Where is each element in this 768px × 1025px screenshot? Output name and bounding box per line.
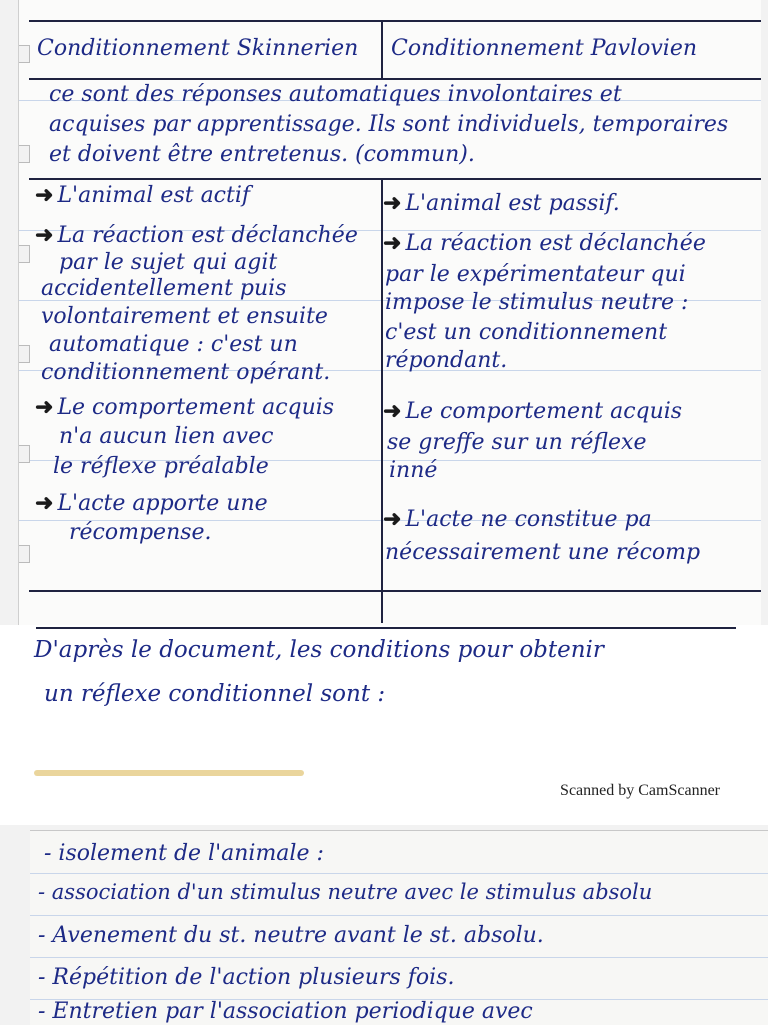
pavlov-line: L'acte ne constitue pa <box>405 507 652 532</box>
intro-line: D'après le document, les conditions pour obtenir <box>34 637 604 663</box>
arrow-right-icon: ➜ <box>383 398 402 424</box>
skinner-line: L'acte apporte une <box>57 491 268 516</box>
table-bottom-border <box>29 590 761 592</box>
skinner-point-active <box>35 182 250 209</box>
arrow-right-icon: ➜ <box>35 182 54 208</box>
ruled-line <box>30 957 768 958</box>
arrow-right-icon: ➜ <box>383 230 402 256</box>
intro-line: un réflexe conditionnel sont : <box>44 681 386 707</box>
notebook-page-conditions <box>30 830 768 1025</box>
arrow-right-icon: ➜ <box>383 506 402 532</box>
skinner-point-reward <box>35 490 268 517</box>
condition-item: - Répétition de l'action plusieurs fois. <box>38 965 455 990</box>
arrow-right-icon: ➜ <box>35 490 54 516</box>
condition-item: - isolement de l'animale : <box>44 841 324 866</box>
common-line: et doivent être entretenus. (commun). <box>49 142 475 167</box>
pavlov-line: inné <box>389 458 438 483</box>
pavlov-point-passive <box>383 190 620 217</box>
table-header-divider <box>381 20 383 78</box>
condition-item: - Entretien par l'association periodique avec <box>38 999 533 1024</box>
skinner-line: le réflexe préalable <box>53 454 269 479</box>
pavlov-point-behavior <box>383 398 682 425</box>
pavlov-line: se greffe sur un réflexe <box>387 430 647 455</box>
skinner-line: La réaction est déclanchée <box>57 223 358 248</box>
table-header-border <box>29 78 761 80</box>
skinner-line: conditionnement opérant. <box>41 360 331 385</box>
camscanner-watermark: Scanned by CamScanner <box>560 782 720 799</box>
skinner-line: L'animal est actif <box>57 183 251 208</box>
common-line: ce sont des réponses automatiques involontaires et <box>49 82 622 107</box>
skinner-point-reaction <box>35 222 358 249</box>
skinner-point-behavior <box>35 394 334 421</box>
pavlov-line: impose le stimulus neutre : <box>385 290 689 315</box>
pavlov-line: L'animal est passif. <box>405 191 620 216</box>
skinner-line: récompense. <box>69 520 212 545</box>
binder-hole <box>19 445 30 463</box>
pavlov-point-reaction <box>383 230 706 257</box>
binder-hole <box>19 145 30 163</box>
skinner-line: n'a aucun lien avec <box>59 424 274 449</box>
pavlov-line: par le expérimentateur qui <box>385 262 686 287</box>
arrow-right-icon: ➜ <box>383 190 402 216</box>
condition-item: - association d'un stimulus neutre avec le stimulus absolu <box>38 880 653 904</box>
pavlov-point-reward <box>383 506 652 533</box>
skinner-line: automatique : c'est un <box>49 332 298 357</box>
table-top-border <box>29 20 761 22</box>
skinner-line: par le sujet qui agit <box>59 250 278 275</box>
skinner-line: accidentellement puis <box>41 276 287 301</box>
highlighter-stroke <box>34 770 304 776</box>
common-line: acquises par apprentissage. Ils sont individuels, temporaires <box>49 112 729 137</box>
pavlov-line: nécessairement une récomp <box>385 540 701 565</box>
pavlov-line: La réaction est déclanchée <box>405 231 706 256</box>
skinner-column-header: Conditionnement Skinnerien <box>37 36 359 61</box>
ruled-line <box>30 873 768 874</box>
skinner-line: volontairement et ensuite <box>41 304 328 329</box>
pavlov-line: répondant. <box>385 348 508 373</box>
skinner-line: Le comportement acquis <box>57 395 335 420</box>
binder-hole <box>19 45 30 63</box>
pavlov-line: c'est un conditionnement <box>385 320 668 345</box>
binder-hole <box>19 245 30 263</box>
ruled-line <box>30 915 768 916</box>
top-rule <box>36 627 736 629</box>
arrow-right-icon: ➜ <box>35 222 54 248</box>
binder-hole <box>19 545 30 563</box>
table-common-border <box>29 178 761 180</box>
condition-item: - Avenement du st. neutre avant le st. absolu. <box>38 923 544 948</box>
pavlov-line: Le comportement acquis <box>405 399 683 424</box>
notebook-page-table <box>18 0 761 625</box>
binder-hole <box>19 345 30 363</box>
pavlov-column-header: Conditionnement Pavlovien <box>391 36 698 61</box>
arrow-right-icon: ➜ <box>35 394 54 420</box>
